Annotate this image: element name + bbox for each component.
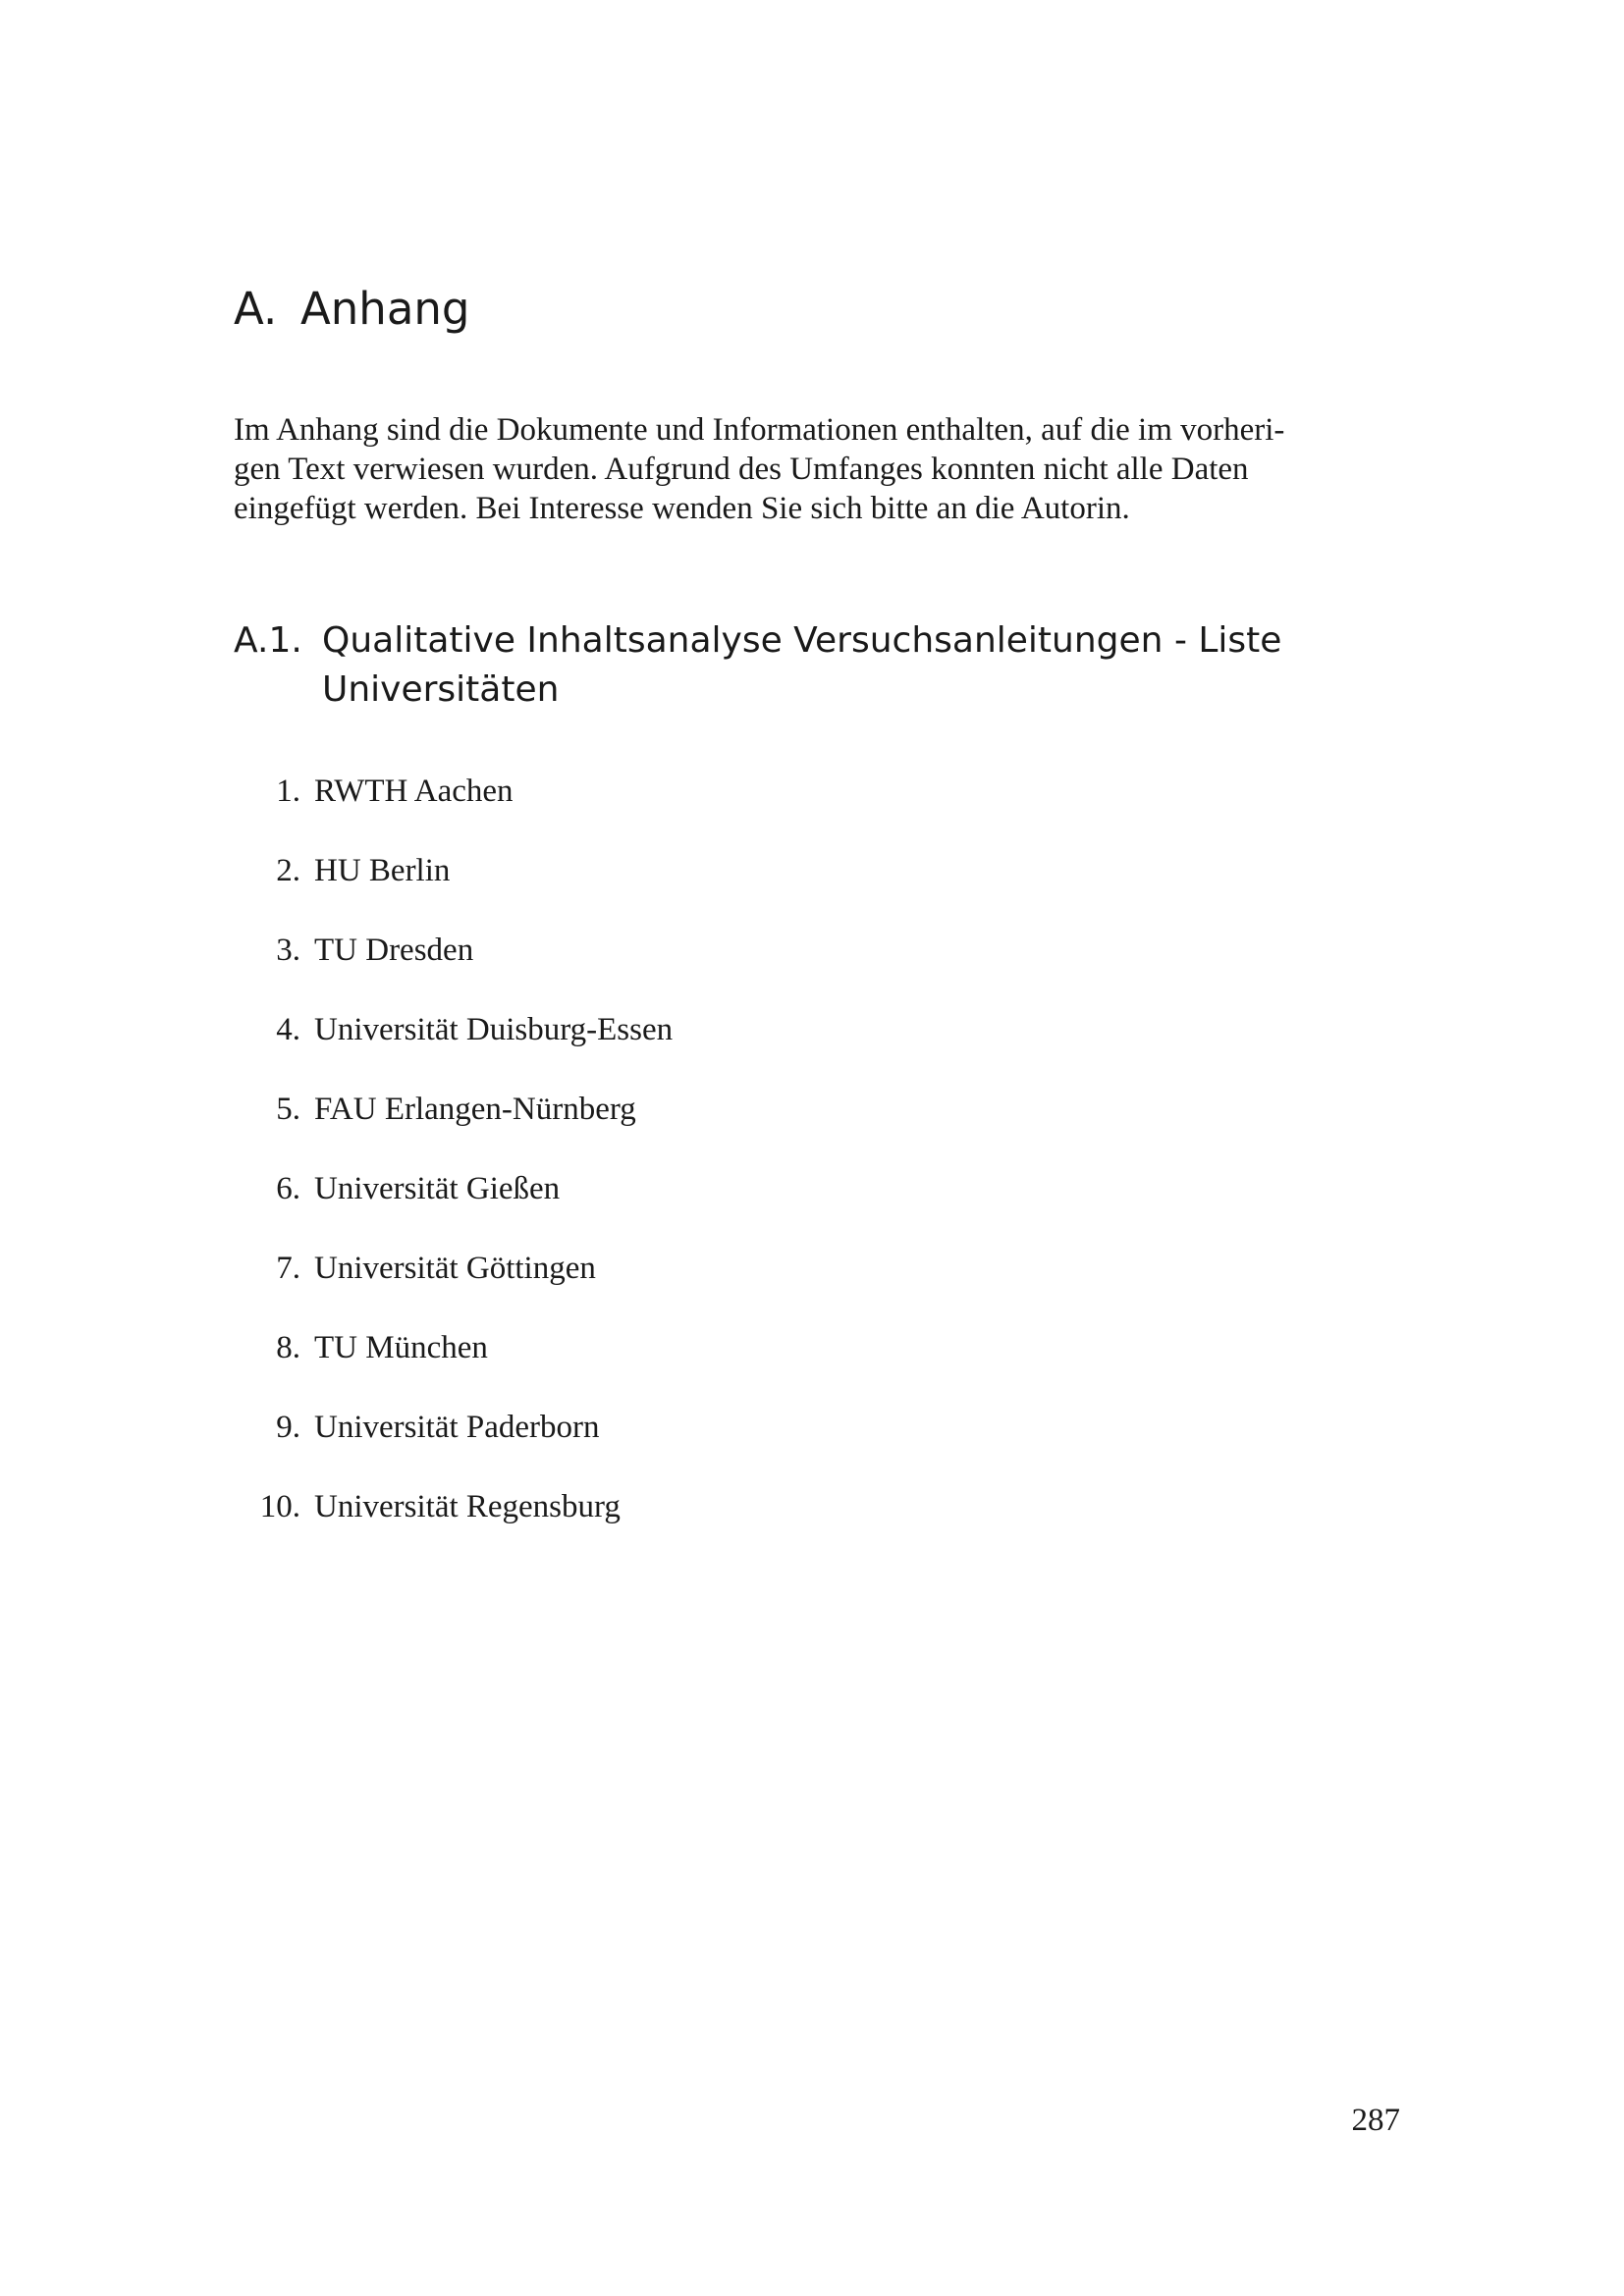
list-marker: 6. — [276, 1171, 300, 1206]
list-item — [234, 1328, 673, 1408]
intro-line: gen Text verwiesen wurden. Aufgrund des Umfanges konnten nicht alle Daten — [234, 452, 1249, 487]
intro-line: eingefügt werden. Bei Interesse wenden Sie sich bitte an die Autorin. — [234, 491, 1130, 526]
intro-paragraph — [234, 410, 1412, 528]
list-item — [234, 1090, 673, 1169]
list-marker: 1. — [276, 774, 300, 809]
list-item-text: TU München — [314, 1330, 488, 1365]
list-item-text: Universität Göttingen — [314, 1251, 596, 1286]
chapter-number: A. — [234, 283, 278, 335]
intro-line: Im Anhang sind die Dokumente und Informationen enthalten, auf die im vorheri- — [234, 412, 1285, 448]
chapter-heading — [234, 280, 470, 339]
university-list — [234, 772, 673, 1567]
list-item-text: Universität Gießen — [314, 1171, 561, 1206]
list-marker: 3. — [276, 933, 300, 968]
list-item-text: Universität Duisburg-Essen — [314, 1012, 674, 1047]
list-item-text: Universität Paderborn — [314, 1410, 600, 1445]
list-item-text: RWTH Aachen — [314, 774, 514, 809]
list-marker: 2. — [276, 853, 300, 888]
list-marker: 9. — [276, 1410, 300, 1445]
list-marker: 10. — [259, 1489, 300, 1524]
section-number: A.1. — [234, 620, 302, 661]
list-item-text: FAU Erlangen-Nürnberg — [314, 1092, 636, 1127]
section-heading — [234, 616, 1412, 715]
list-item — [234, 851, 673, 931]
list-item — [234, 1487, 673, 1567]
list-item — [234, 1010, 673, 1090]
list-item — [234, 1249, 673, 1328]
page-number: 287 — [1351, 2103, 1400, 2138]
list-item-text: HU Berlin — [314, 853, 451, 888]
list-item-text: TU Dresden — [314, 933, 474, 968]
list-marker: 4. — [276, 1012, 300, 1047]
list-marker: 8. — [276, 1330, 300, 1365]
list-marker: 5. — [276, 1092, 300, 1127]
section-title: Qualitative Inhaltsanalyse Versuchsanleitungen - Liste Universitäten — [322, 620, 1282, 710]
chapter-title: Anhang — [300, 283, 470, 335]
list-item — [234, 1408, 673, 1487]
list-item — [234, 1169, 673, 1249]
list-item — [234, 772, 673, 851]
list-marker: 7. — [276, 1251, 300, 1286]
list-item-text: Universität Regensburg — [314, 1489, 621, 1524]
list-item — [234, 931, 673, 1010]
